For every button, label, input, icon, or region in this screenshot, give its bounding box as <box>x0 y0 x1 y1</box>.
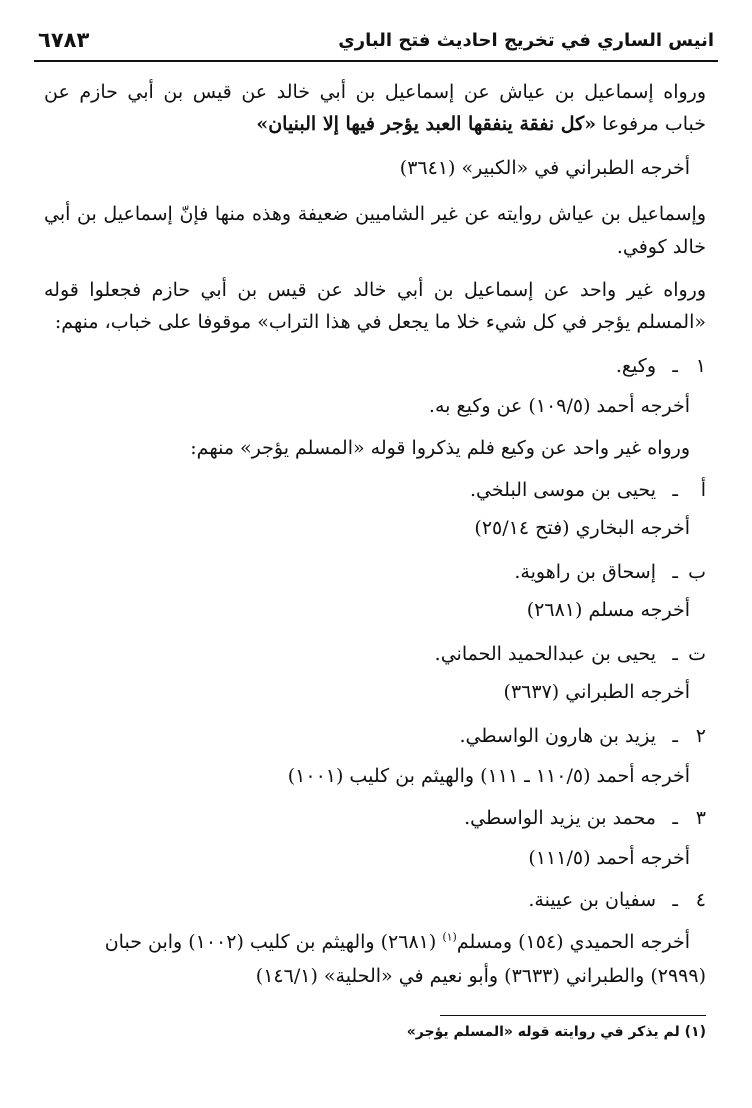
page-number: ٦٧٨٣ <box>38 28 90 52</box>
text-line-18: أخرجه أحمد (١١٠/٥ ـ ١١١) والهيثم بن كليب (١٠٠١) <box>287 765 690 787</box>
item-2-text: يزيد بن هارون الواسطي. <box>459 725 656 747</box>
item-a-text: يحيى بن موسى البلخي. <box>470 479 656 501</box>
item-3-number: ٣ <box>695 807 706 829</box>
text-line-2-start: خباب مرفوعا <box>596 113 706 135</box>
text-line-7: «المسلم يؤجر في كل شيء خلا ما يجعل في هذا التراب» موقوفا على خباب، منهم: <box>54 311 706 333</box>
text-line-1: ورواه إسماعيل بن عياش عن إسماعيل بن أبي خالد عن قيس بن أبي حازم عن <box>44 81 706 103</box>
text-line-16: أخرجه الطبراني (٣٦٣٧) <box>503 681 690 703</box>
item-b-text: إسحاق بن راهوية. <box>514 561 656 583</box>
item-a-dash: ـ <box>672 479 678 501</box>
hadith-quote: «كل نفقة ينفقها العبد يؤجر فيها إلا البنيان» <box>256 113 597 135</box>
item-1-number: ١ <box>695 355 706 377</box>
text-line-9: أخرجه أحمد (١٠٩/٥) عن وكيع به. <box>428 395 690 417</box>
item-a-letter: أ <box>700 479 706 501</box>
item-t-letter: ت <box>688 643 706 665</box>
item-2-number: ٢ <box>695 725 706 747</box>
item-3-dash: ـ <box>672 807 678 829</box>
footnote-text: (١) لم يذكر في روايته قوله «المسلم يؤجر» <box>406 1024 706 1040</box>
item-b-letter: ب <box>688 561 706 583</box>
item-4-text: سفيان بن عيينة. <box>528 889 656 911</box>
footnote-ref: (١) <box>442 930 457 944</box>
text-line-22-end: (٢٦٨١) والهيثم بن كليب (١٠٠٢) وابن حبان <box>104 931 443 953</box>
book-title: انيس الساري في تخريج احاديث فتح الباري <box>338 30 714 51</box>
item-3-text: محمد بن يزيد الواسطي. <box>464 807 656 829</box>
text-line-6: ورواه غير واحد عن إسماعيل بن أبي خالد عن قيس بن أبي حازم فجعلوا قوله <box>44 279 706 301</box>
footnote-divider <box>440 1015 706 1016</box>
item-t-dash: ـ <box>672 643 678 665</box>
text-line-14: أخرجه مسلم (٢٦٨١) <box>526 599 690 621</box>
text-line-23: (٢٩٩٩) والطبراني (٣٦٣٣) وأبو نعيم في «الحلية» (١٤٦/١) <box>255 965 706 987</box>
text-line-2 <box>256 110 706 138</box>
item-2-dash: ـ <box>672 725 678 747</box>
text-line-3: أخرجه الطبراني في «الكبير» (٣٦٤١) <box>399 157 690 179</box>
item-b-dash: ـ <box>672 561 678 583</box>
item-1-dash: ـ <box>672 355 678 377</box>
item-4-dash: ـ <box>672 889 678 911</box>
text-line-20: أخرجه أحمد (١١١/٥) <box>528 847 690 869</box>
text-line-10: ورواه غير واحد عن وكيع فلم يذكروا قوله «المسلم يؤجر» منهم: <box>190 437 690 459</box>
text-line-4: وإسماعيل بن عياش روايته عن غير الشاميين ضعيفة وهذه منها فإنّ إسماعيل بن أبي <box>44 203 706 225</box>
item-4-number: ٤ <box>695 889 706 911</box>
item-t-text: يحيى بن عبدالحميد الحماني. <box>434 643 656 665</box>
text-line-12: أخرجه البخاري (فتح ٢٥/١٤) <box>474 517 690 539</box>
item-1-text: وكيع. <box>615 355 656 377</box>
text-line-5: خالد كوفي. <box>616 236 706 258</box>
text-line-22 <box>105 928 690 956</box>
text-line-22-start: أخرجه الحميدي (١٥٤) ومسلم <box>456 931 690 953</box>
running-header <box>34 26 718 62</box>
